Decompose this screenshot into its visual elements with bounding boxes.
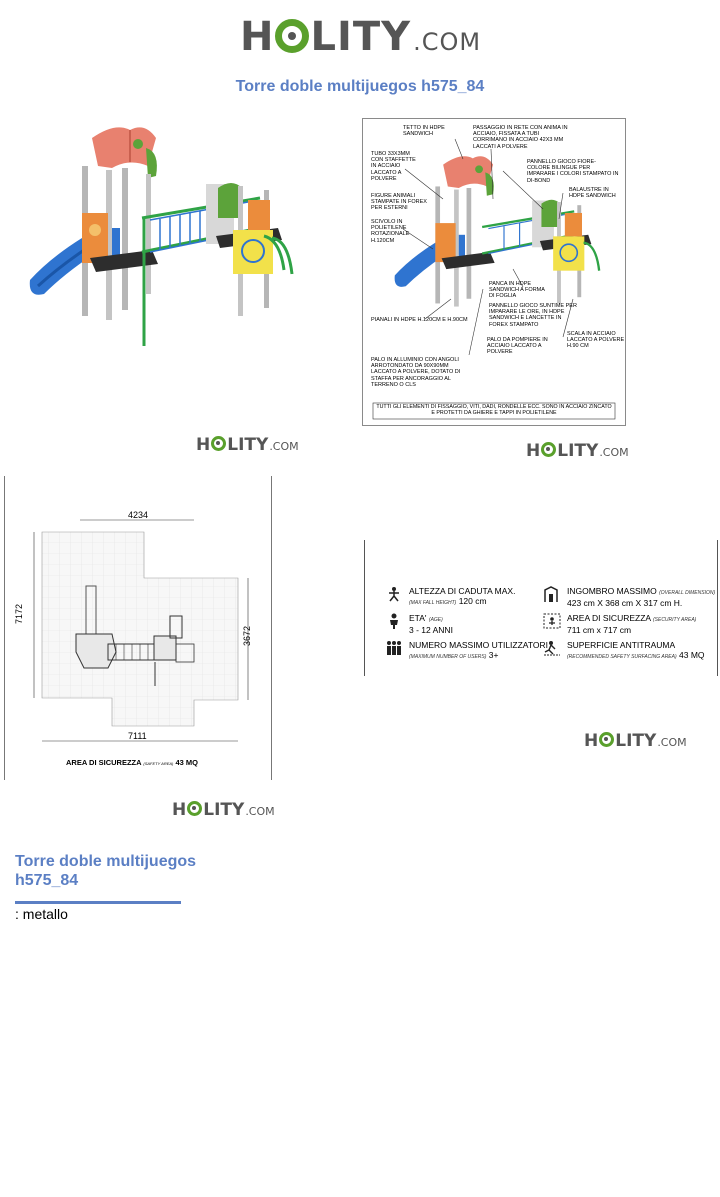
spec-fall-height-sub: (MAX FALL HEIGHT) (409, 600, 457, 606)
page-title: Torre doble multijuegos h575_84 (235, 78, 485, 95)
spec-fall-height (385, 586, 515, 608)
users-icon (385, 640, 403, 656)
spec-surface-sub: (RECOMMENDED SAFETY SURFACING AREA) (567, 654, 677, 660)
logo-letter-h: H (196, 435, 211, 455)
spec-users (385, 640, 548, 662)
label-tetto: TETTO IN HDPE SANDWICH (403, 125, 445, 138)
dim-left: 7172 (14, 603, 24, 624)
logo-letter-h: H (584, 731, 599, 751)
dim-right: 3672 (242, 625, 252, 646)
label-tubo: TUBO 33X3MM CON STAFFETTE IN ACCIAIO LACCATO A POLVERE (371, 151, 416, 182)
label-pannello-fiore: PANNELLO GIOCO FIORE-COLORE BILINGUE PER IMPARARE I COLORI STAMPATO IN DI-BOND (527, 159, 619, 184)
plan-area-sub: (SAFETY AREA) (143, 761, 174, 766)
label-panca: PANCA IN HDPE SANDWICH A FORMA DI FOGLIA (489, 281, 545, 300)
security-area-icon (543, 613, 561, 629)
product-material: : metallo (15, 906, 68, 922)
product-render (20, 118, 310, 353)
logo-letter-h: H (526, 441, 541, 461)
logo-ring-icon (187, 801, 202, 816)
label-passaggio: PASSAGGIO IN RETE CON ANIMA IN ACCIAIO, FISSATA A TUBI CORRIMANO IN ACCIAIO 42X3 MM LACCATI A POLVERE (473, 125, 568, 150)
logo-letter-h: H (240, 14, 275, 60)
spec-area-value: 711 cm x 717 cm (567, 625, 632, 635)
logo-domain: .COM (269, 440, 299, 453)
logo-domain: .COM (245, 805, 275, 818)
logo-ring-icon (541, 442, 556, 457)
spec-age-value: 3 - 12 ANNI (409, 625, 453, 635)
spec-fall-height-label: ALTEZZA DI CADUTA MAX. (409, 586, 516, 596)
logo-letter-h: H (172, 800, 187, 820)
spec-surface-value: 43 MQ (679, 650, 705, 660)
spec-area-label: AREA DI SICUREZZA (567, 613, 651, 623)
plan-drawing (4, 476, 272, 780)
spec-age-label: ETA' (409, 613, 427, 623)
age-icon (385, 613, 403, 629)
label-palo-alluminio: PALO IN ALLUMINIO CON ANGOLI ARROTONDATO DA 90X90MM LACCATO A POLVERE, DOTATO DI STAFFA PER ANCORAGGIO AL TERRENO O CLS (371, 357, 461, 388)
logo-text: LITY (557, 441, 599, 461)
label-figure-animali: FIGURE ANIMALI STAMPATE IN FOREX PER ESTERNI (371, 193, 427, 212)
plan-area-value: 43 MQ (175, 758, 198, 767)
overall-dimension-icon (543, 586, 561, 602)
label-pianali: PIANALI IN HDPE H.120CM E H.90CM (371, 317, 468, 323)
spec-age (385, 613, 453, 635)
plan-area-caption (66, 758, 198, 767)
spec-safety-surface (543, 640, 705, 662)
spec-users-label: NUMERO MASSIMO UTILIZZATORI (409, 640, 548, 650)
holity-logo-small[interactable] (584, 731, 687, 751)
logo-domain: .COM (599, 446, 629, 459)
label-scala: SCALA IN ACCIAIO LACCATO A POLVERE H.90 CM (567, 331, 625, 350)
spec-overall-dimension (543, 586, 715, 608)
label-scivolo: SCIVOLO IN POLIETILENE ROTAZIONALE H.120CM (371, 219, 410, 244)
spec-surface-label: SUPERFICIE ANTITRAUMA (567, 640, 676, 650)
logo-text: LITY (310, 14, 412, 60)
label-balaustre: BALAUSTRE IN HDPE SANDWICH (569, 187, 616, 200)
logo-ring-icon (599, 732, 614, 747)
annotated-drawing (362, 118, 626, 426)
spec-area-sub: (SECURITY AREA) (652, 617, 697, 623)
holity-logo-small[interactable] (172, 800, 275, 820)
spec-overall-sub: (OVERALL DIMENSION) (659, 590, 716, 596)
label-note-fissaggio: TUTTI GLI ELEMENTI DI FISSAGGIO, VITI, DADI, RONDELLE ECC. SONO IN ACCIAIO ZINCATO E PROTETTI DA GHIERE E TAPPI IN POLIETILENE (376, 404, 612, 417)
spec-users-sub: (MAXIMUM NUMBER OF USERS) (409, 654, 487, 660)
holity-logo[interactable] (240, 14, 481, 60)
logo-text: LITY (227, 435, 269, 455)
title-underline (15, 901, 181, 904)
label-pannello-ore: PANNELLO GIOCO SUNTIME PER IMPARARE LE ORE, IN HDPE SANDWICH E LANCETTE IN FOREX STAMPATO (489, 303, 577, 328)
fall-height-icon (385, 586, 403, 602)
product-title: Torre doble multijuegos h575_84 (15, 853, 197, 889)
holity-logo-small[interactable] (196, 435, 299, 455)
dim-top: 4234 (128, 510, 149, 520)
spec-overall-label: INGOMBRO MASSIMO (567, 586, 657, 596)
holity-logo-small[interactable] (526, 441, 629, 461)
playground-render-illustration (20, 118, 310, 353)
spec-security-area (543, 613, 696, 635)
safety-surface-icon (543, 640, 561, 656)
spec-age-sub: (AGE) (428, 617, 443, 623)
logo-domain: .COM (657, 736, 687, 749)
logo-text: LITY (615, 731, 657, 751)
spec-users-value: 3+ (488, 650, 499, 660)
logo-text: LITY (203, 800, 245, 820)
plan-area-label: AREA DI SICUREZZA (66, 758, 142, 767)
spec-fall-height-value: 120 cm (458, 596, 487, 606)
label-palo-pompiere: PALO DA POMPIERE IN ACCIAIO LACCATO A POLVERE (487, 337, 548, 356)
dim-bottom: 7111 (128, 731, 147, 741)
specs-panel (364, 540, 718, 676)
logo-ring-icon (211, 436, 226, 451)
spec-overall-value: 423 cm X 368 cm X 317 cm H. (567, 598, 683, 608)
logo-domain: .COM (413, 28, 482, 56)
logo-ring-icon (275, 19, 309, 53)
